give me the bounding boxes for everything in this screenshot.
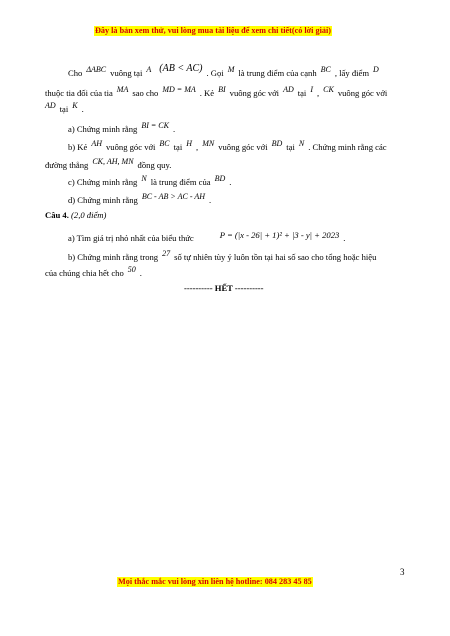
question-4a [68, 230, 346, 244]
math: BD [214, 174, 226, 183]
math: M [227, 65, 235, 74]
text: vuông tại [110, 68, 143, 78]
math: AD [45, 101, 56, 110]
math: D [373, 65, 379, 74]
math: BC [159, 139, 170, 148]
text: . [209, 195, 212, 205]
text: b) Kẻ [68, 142, 88, 152]
text: . Kẻ [199, 88, 215, 98]
text: vuông góc với [229, 88, 280, 98]
text: a) Tìm giá trị nhỏ nhất của biểu thức [68, 233, 194, 243]
text: . Chứng minh rằng các [308, 142, 387, 152]
text: tại [297, 88, 307, 98]
question-4b-line-1 [68, 249, 377, 263]
math: 27 [162, 249, 171, 258]
text: vuông góc với [106, 142, 156, 152]
part-c [68, 174, 232, 188]
intro-line-3 [45, 101, 84, 115]
text: là trung điểm của cạnh [238, 68, 317, 78]
math: BD [271, 139, 283, 148]
text: Cho [68, 68, 83, 78]
text: thuộc tia đối của tia [45, 88, 113, 98]
math: CK [323, 85, 334, 94]
text: . Gọi [206, 68, 224, 78]
question-label: Câu 4. [45, 210, 69, 220]
math: BI [218, 85, 226, 94]
page-number: 3 [400, 567, 405, 577]
math: H [186, 139, 193, 148]
text: b) Chứng minh rằng trong [68, 252, 159, 262]
text: c) Chứng minh rằng [68, 177, 138, 187]
math: AH [91, 139, 102, 148]
text: tại [59, 104, 69, 114]
math: BI = CK [141, 121, 169, 130]
text: tại [173, 142, 183, 152]
text: . [81, 104, 84, 114]
question-4b-line-2 [45, 265, 142, 279]
end-marker: ---------- HẾT ---------- [184, 283, 264, 293]
math: N [298, 139, 305, 148]
text: , [196, 142, 199, 152]
text: đồng quy. [137, 160, 172, 170]
part-b-line-2 [45, 157, 172, 171]
preview-banner: Đây là bản xem thử, vui lòng mua tài liệu để xem chi tiết(có lời giải) [95, 26, 331, 35]
math: ΔABC [86, 65, 107, 74]
text: sao cho [132, 88, 159, 98]
math: I [310, 85, 313, 94]
intro-line-2 [45, 85, 388, 99]
math: BC [320, 65, 331, 74]
math: 50 [127, 265, 136, 274]
text: d) Chứng minh rằng [68, 195, 138, 205]
hotline-banner: Mọi thắc mắc vui lòng xin liên hệ hotline: 084 283 45 85 [118, 577, 312, 586]
question-points: (2,0 điểm) [71, 210, 107, 220]
text: tại [286, 142, 295, 152]
text: vuông góc với [337, 88, 388, 98]
math: CK, AH, MN [92, 157, 134, 166]
math: BC - AB > AC - AH [141, 192, 206, 201]
math: MA [116, 85, 129, 94]
text: , [317, 88, 320, 98]
part-b-line-1 [68, 139, 387, 153]
text: . [343, 233, 346, 243]
math: A [146, 65, 152, 74]
question-4-heading [45, 210, 106, 221]
math: K [72, 101, 78, 110]
math: MN [202, 139, 215, 148]
text: số tự nhiên tùy ý luôn tồn tại hai số sao cho tổng hoặc hiệu [174, 252, 377, 262]
math: P = (|x - 26| + 1)² + |3 - y| + 2023 [219, 230, 340, 240]
text: , lấy điểm [334, 68, 370, 78]
math: MD = MA [162, 85, 196, 94]
text: của chúng chia hết cho [45, 268, 124, 278]
part-a [68, 121, 176, 135]
text: a) Chứng minh rằng [68, 124, 138, 134]
part-d [68, 192, 212, 206]
text: . [172, 124, 176, 134]
text: . [229, 177, 232, 187]
text: . [139, 268, 142, 278]
math: AD [283, 85, 294, 94]
math: N [141, 174, 147, 183]
math: (AB < AC) [159, 63, 203, 74]
text: đường thẳng [45, 160, 89, 170]
text: là trung điểm của [150, 177, 211, 187]
text: vuông góc với [218, 142, 268, 152]
intro-line-1 [68, 63, 383, 79]
